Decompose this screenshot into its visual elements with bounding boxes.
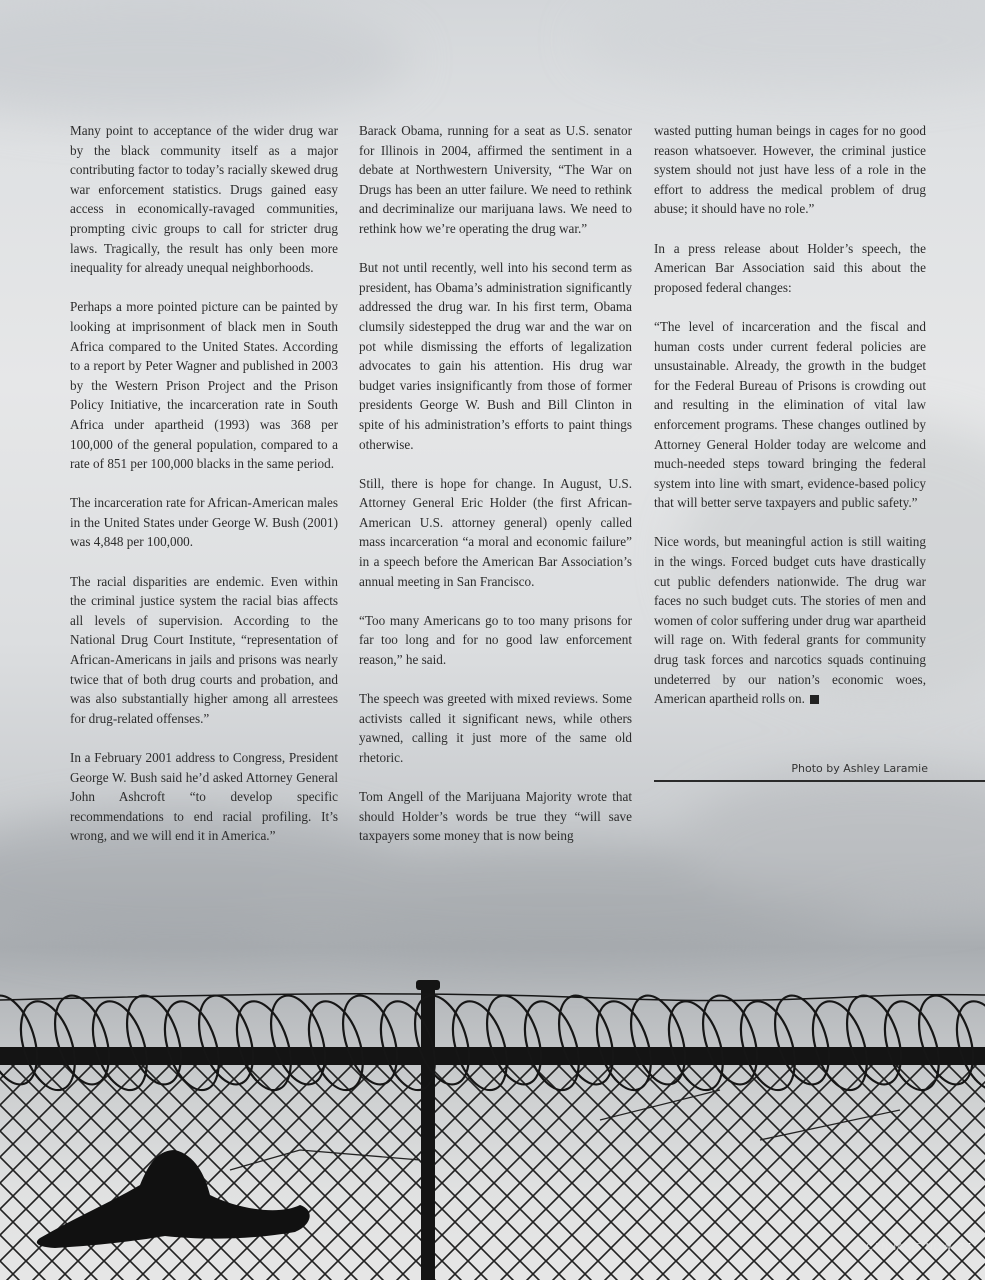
paragraph: Perhaps a more pointed picture can be painted by looking at imprisonment of black men in South Africa compared to the United States. According to a report by Peter Wagner and published in 2003 by the Western Prison Project and the Prison Policy Initiative, the incarceration rate in South Africa under apartheid (1993) was 368 per 100,000 of the general population, compared to a rate of 851 per 100,000 blacks in the same period. [70,299,338,472]
page-number: 27 [958,1242,972,1253]
paragraph: Barack Obama, running for a seat as U.S. senator for Illinois in 2004, affirmed the sentiment in a debate at Northwestern University, “The War on Drugs has been an utter failure. We need to rethink and decriminalize our marijuana laws. We need to rethink how we’re operating the drug war.” [359,123,632,236]
paragraph: In a press release about Holder’s speech, the American Bar Association said this about the proposed federal changes: [654,240,926,295]
paragraph: “The level of incarceration and the fiscal and human costs under current federal policies are unsustainable. Already, the growth in the budget for the Federal Bureau of Prisons is crowding out and resulting in the elimination of vital law enforcement programs. These changes outlined by Attorney General Holder today are welcome and much-needed steps toward bringing the federal system into line with smart, evidence-based policy that will better serve taxpayers and public safety.” [654,318,926,511]
paragraph: Tom Angell of the Marijuana Majority wrote that should Holder’s words be true they “will save taxpayers some money that is now being [359,789,632,844]
paragraph: But not until recently, well into his second term as president, has Obama’s administration significantly addressed the drug war. In his first term, Obama clumsily sidestepped the drug war and the war on pot while dismissing the efforts of legalization advocates to gain his attention. His drug war budget varies insignificantly from those of former presidents George W. Bush and Bill Clinton in spite of his administration’s efforts to paint things otherwise. [359,260,632,452]
coil-base-wire [0,994,985,1001]
magazine-name: CANNABIS NOW [866,1242,953,1253]
paragraph: Still, there is hope for change. In August, U.S. Attorney General Eric Holder (the first African-American U.S. attorney general) openly called mass incarceration “a moral and economic failure” in a speech before the American Bar Association’s annual meeting in San Francisco. [359,475,632,589]
paragraph: “Too many Americans go to too many prisons for far too long and for no good law enforcement reason,” he said. [359,612,632,668]
paragraph: wasted putting human beings in cages for no good reason whatsoever. However, the criminal justice system should not just have less of a role in the effort to address the medical problem of drug abuse; it should have no role.” [654,123,926,217]
page-footer [838,1238,978,1260]
paragraph: In a February 2001 address to Congress, President George W. Bush said he’d asked Attorney General John Ashcroft “to develop specific recommendations to end racial profiling. It’s wrong, and we will end it in America.” [70,750,338,844]
paragraph: Many point to acceptance of the wider drug war by the black community itself as a major contributing factor to today’s racially skewed drug war enforcement statistics. Drugs gained easy access in economically-ravaged communities, prompting civic groups to call for stricter drug laws. Tragically, the result has only been more inequality for already unequal neighborhoods. [70,123,338,276]
photo-credit: Photo by Ashley Laramie [791,762,928,775]
paragraph: The racial disparities are endemic. Even within the criminal justice system the racial bias affects all levels of supervision. According to the National Drug Court Institute, “representation of African-Americans in jails and prisons was nearly twice that of both drug courts and probation, and was also substantially higher among all arrestees for drug-related offenses.” [70,573,338,726]
paragraph: The incarceration rate for African-American males in the United States under George W. Bush (2001) was 4,848 per 100,000. [70,495,338,550]
paragraph-text: Nice words, but meaningful action is still waiting in the wings. Forced budget cuts have drastically cut public defenders nationwide. The drug war faces no such budget cuts. The stories of men and women of color suffering under drug war apartheid will rage on. With federal grants for community drug task forces and narcotics squads continuing undeterred by our nation’s economic woes, American apartheid rolls on. [654,534,926,707]
paragraph: The speech was greeted with mixed reviews. Some activists called it significant news, while others yawned, calling it just more of the same old rhetoric. [359,691,632,765]
